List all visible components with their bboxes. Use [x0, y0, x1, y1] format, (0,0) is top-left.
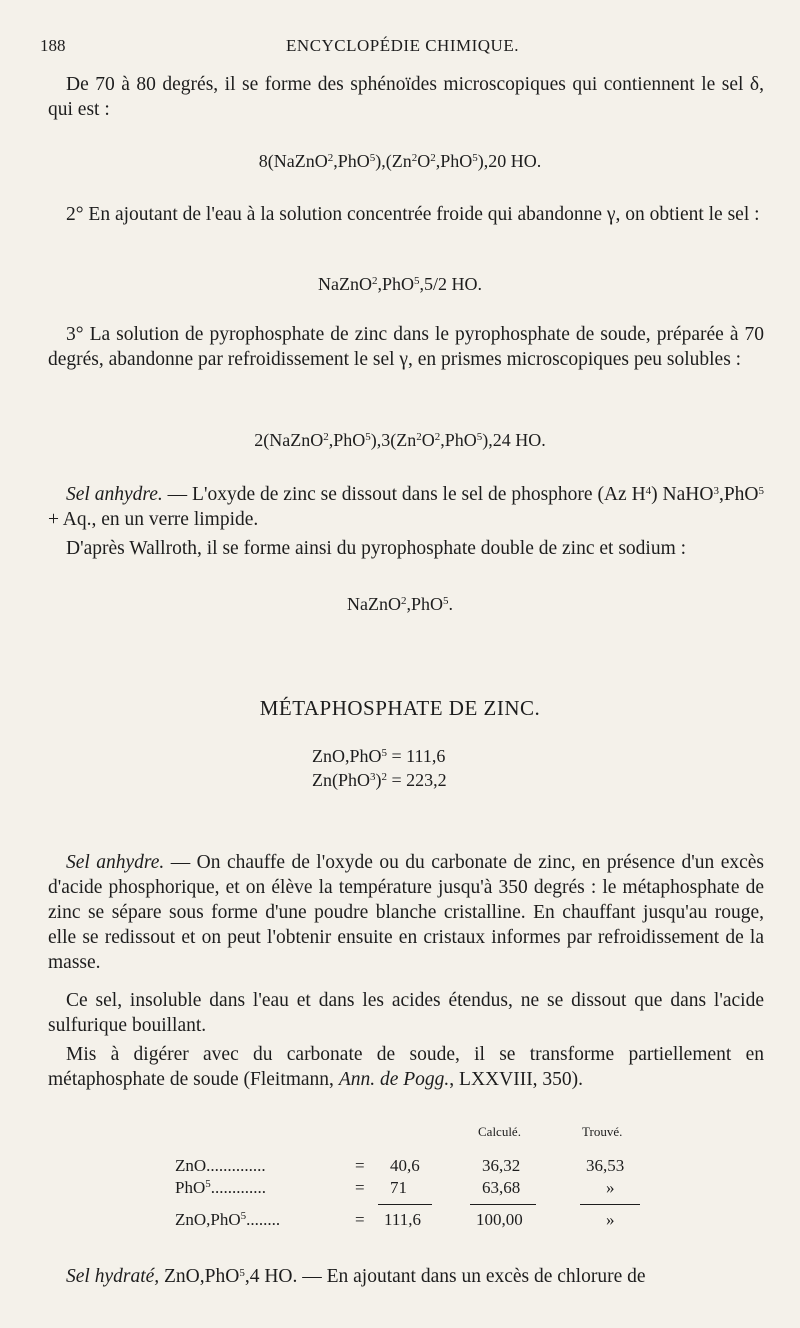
row-1-label: ZnO.............. — [175, 1156, 266, 1175]
row-1-calcule: 36,32 — [482, 1156, 521, 1175]
paragraph-3: 3° La solution de pyrophosphate de zinc dans le pyrophosphate de soude, préparée à 70 degrés, abandonne par refroidissement le sel γ, en prismes microscopiques peu solubles : — [48, 324, 764, 370]
row-2-label: PhO$^5$............. — [175, 1178, 266, 1197]
sel-anhydre-label: Sel anhydre. — [66, 484, 163, 505]
section-title: MÉTAPHOSPHATE DE ZINC. — [259, 696, 541, 720]
paragraph-1: De 70 à 80 degrés, il se forme des sphénoïdes microscopiques qui contiennent le sel δ, qui est : — [48, 74, 764, 120]
paragraph-6: Sel anhydre. — On chauffe de l'oxyde ou du carbonate de zinc, en présence d'un excès d'acide phosphorique, et on élève la température jusqu'à 350 degrés : le métaphosphate de zinc se sépare sous forme d'une poudre blanche cristalline. En chauffant jusqu'au rouge, elle se redissout et on peut l'obtenir ensuite en cristaux informes par refroidissement de la masse. — [48, 852, 765, 973]
paragraph-7: Ce sel, insoluble dans l'eau et dans les acides étendus, ne se dissout que dans l'acide sulfurique bouillant. — [48, 990, 764, 1036]
row-2-equals: = — [355, 1178, 365, 1197]
paragraph-9: Sel hydraté, ZnO,PhO$^5$,4 HO. — En ajoutant dans un excès de chlorure de — [66, 1266, 646, 1287]
formula-4: NaZnO$^2$,PhO$^5$. — [347, 594, 453, 614]
formula-1: $8(NaZnO^2,PhO^5),(Zn^2O^2,PhO^5),20$ HO. — [258, 151, 542, 171]
row-3-calcule: 100,00 — [476, 1210, 523, 1229]
formula-2: NaZnO$^2$,PhO$^5$,5/2 HO. — [318, 274, 482, 294]
row-2-trouve: » — [606, 1178, 615, 1197]
running-title: ENCYCLOPÉDIE CHIMIQUE. — [286, 36, 519, 55]
formula-3: $2(NaZnO^2,PhO^5),3(Zn^2O^2,PhO^5),24$ HO. — [254, 430, 546, 450]
sel-hydrate-label: Sel hydraté, — [66, 1266, 160, 1287]
page-number: 188 — [40, 36, 66, 55]
paragraph-4: Sel anhydre. — L'oxyde de zinc se dissout dans le sel de phosphore (Az $H^4$) NaHO$^3$,PhO$^5$ + Aq., en un verre limpide. — [48, 484, 764, 530]
row-3-equals: = — [355, 1210, 365, 1229]
row-1-value: 40,6 — [390, 1156, 420, 1175]
page-header — [40, 36, 765, 64]
equation-1: ZnO,PhO$^5$ = 111,6 — [312, 746, 446, 766]
equation-2: $Zn(PhO^3)^2 = 223,2$ — [312, 770, 447, 790]
row-2-value: 71 — [390, 1178, 407, 1197]
sum-rule-1 — [378, 1204, 432, 1205]
paragraph-2: 2° En ajoutant de l'eau à la solution concentrée froide qui abandonne γ, on obtient le sel : — [66, 204, 760, 225]
row-3-label: ZnO,PhO$^5$........ — [175, 1210, 281, 1229]
molar-equations — [312, 744, 447, 792]
paragraph-5: D'après Wallroth, il se forme ainsi du pyrophosphate double de zinc et sodium : — [66, 538, 687, 559]
column-calcule: Calculé. — [478, 1124, 521, 1139]
row-3-trouve: » — [606, 1210, 615, 1229]
paragraph-8: Mis à digérer avec du carbonate de soude, il se transforme partiellement en métaphosphate de soude (Fleitmann, Ann. de Pogg., LXXVIII, 350). — [48, 1044, 764, 1090]
row-2-calcule: 63,68 — [482, 1178, 521, 1197]
sum-rule-3 — [580, 1204, 640, 1205]
row-1-equals: = — [355, 1156, 365, 1175]
journal-reference: Ann. de Pogg. — [338, 1069, 450, 1090]
row-1-trouve: 36,53 — [586, 1156, 625, 1175]
sel-anhydre-label-2: Sel anhydre. — [66, 852, 165, 873]
sum-rule-2 — [470, 1204, 536, 1205]
column-trouve: Trouvé. — [582, 1124, 623, 1139]
row-3-value: 111,6 — [384, 1210, 421, 1229]
